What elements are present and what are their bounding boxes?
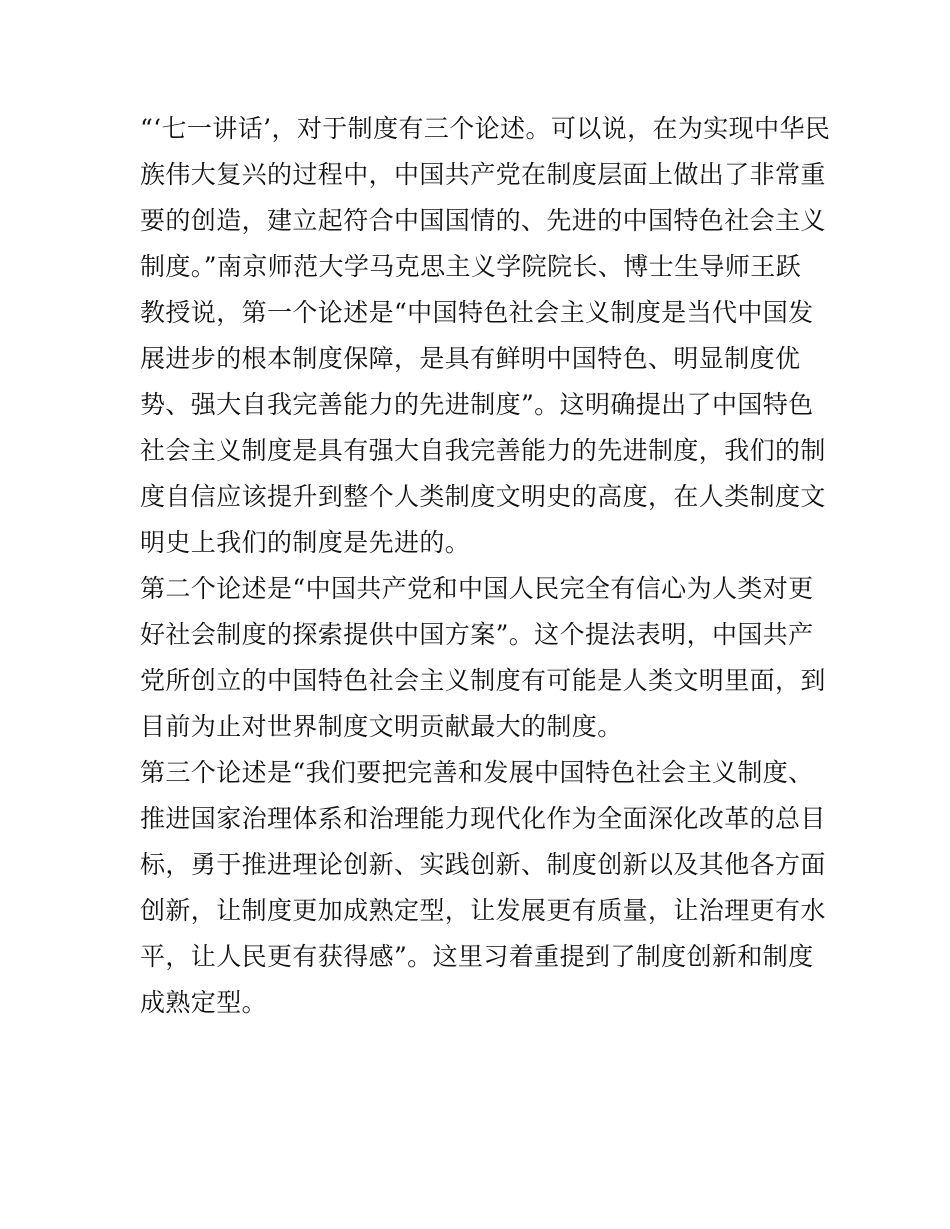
text-line: 教授说，第一个论述是“中国特色社会主义制度是当代中国发: [140, 298, 814, 327]
text-line: 成熟定型。: [140, 988, 268, 1017]
text-line: “‘七一讲话’，对于制度有三个论述。可以说，在为实现中华民: [140, 114, 831, 143]
text-line: 创新，让制度更加成熟定型，让发展更有质量，让治理更有水: [140, 896, 826, 925]
text-line: 标，勇于推进理论创新、实践创新、制度创新以及其他各方面: [140, 850, 826, 879]
paragraph-3: [140, 750, 826, 1026]
text-line: 要的创造，建立起符合中国国情的、先进的中国特色社会主义: [140, 206, 826, 235]
text-line: 制度。”南京师范大学马克思主义学院院长、博士生导师王跃: [140, 252, 802, 281]
text-line: 好社会制度的探索提供中国方案”。这个提法表明，中国共产: [140, 620, 814, 649]
document-body: [140, 106, 831, 1026]
paragraph-1: [140, 106, 831, 566]
text-line: 社会主义制度是具有强大自我完善能力的先进制度，我们的制: [140, 436, 826, 465]
text-line: 势、强大自我完善能力的先进制度”。这明确提出了中国特色: [140, 390, 814, 419]
text-line: 党所创立的中国特色社会主义制度有可能是人类文明里面，到: [140, 666, 826, 695]
text-line: 推进国家治理体系和治理能力现代化作为全面深化改革的总目: [140, 804, 826, 833]
text-line: 族伟大复兴的过程中，中国共产党在制度层面上做出了非常重: [140, 160, 826, 189]
text-line: 目前为止对世界制度文明贡献最大的制度。: [140, 712, 623, 741]
text-line: 展进步的根本制度保障，是具有鲜明中国特色、明显制度优: [140, 344, 801, 373]
text-line: 平，让人民更有获得感”。这里习着重提到了制度创新和制度: [140, 942, 814, 971]
paragraph-2: [140, 566, 826, 750]
text-line: 第三个论述是“我们要把完善和发展中国特色社会主义制度、: [140, 758, 814, 787]
text-line: 第二个论述是“中国共产党和中国人民完全有信心为人类对更: [140, 574, 814, 603]
text-line: 明史上我们的制度是先进的。: [140, 528, 471, 557]
text-line: 度自信应该提升到整个人类制度文明史的高度，在人类制度文: [140, 482, 826, 511]
